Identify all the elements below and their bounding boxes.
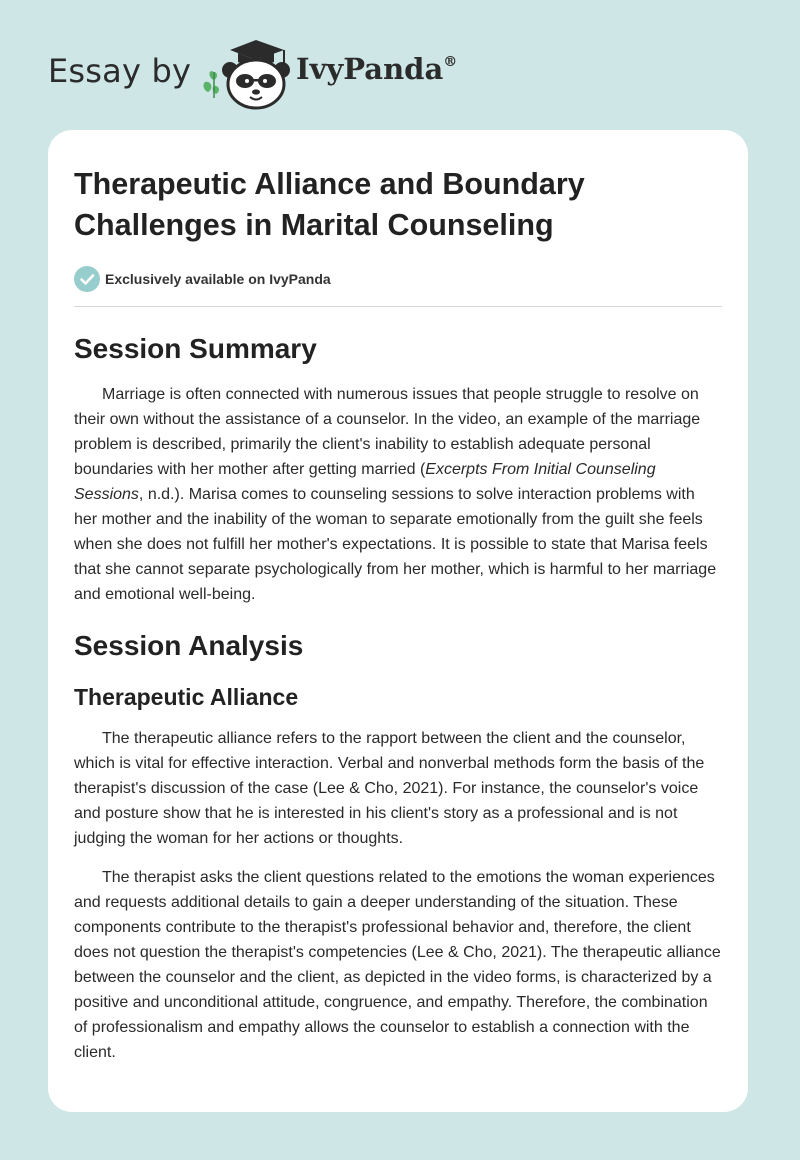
exclusive-badge bbox=[74, 266, 722, 292]
alliance-paragraph-2: The therapist asks the client questions related to the emotions the woman experiences and requests additional details to gain a deeper understanding of the situation. These components contribute to the therapist's professional behavior and, therefore, the client does not question the therapist's competencies (Lee & Cho, 2021). The therapeutic alliance between the counselor and the client, as depicted in the video forms, is characterized by a positive and unconditional attitude, congruence, and empathy. Therefore, the combination of professionalism and empathy allows the counselor to establish a connection with the client. bbox=[74, 869, 721, 1061]
check-circle-icon bbox=[74, 266, 100, 292]
alliance-paragraph-1: The therapeutic alliance refers to the rapport between the client and the counselor, which is vital for effective interaction. Verbal and nonverbal methods form the basis of the therapist's discussion of the case (Lee & Cho, 2021). For instance, the counselor's voice and posture show that he is interested in his client's story as a professional and is not judging the woman for her actions or thoughts. bbox=[74, 730, 705, 847]
panda-logo-icon[interactable] bbox=[200, 32, 296, 112]
badge-text: Exclusively available on IvyPanda bbox=[105, 271, 331, 287]
divider bbox=[74, 306, 722, 307]
brand-text: IvyPanda bbox=[296, 52, 444, 86]
essay-content bbox=[74, 164, 722, 1065]
subheading-therapeutic-alliance: Therapeutic Alliance bbox=[74, 684, 299, 710]
essay-by-label: Essay by bbox=[48, 52, 192, 90]
brand-name[interactable] bbox=[296, 52, 457, 86]
summary-text-end: , n.d.). Marisa comes to counseling sessions to solve interaction problems with her mother and the inability of the woman to separate emotionally from the guilt she feels when she does not fulfill her mother's expectations. It is possible to state that Marisa feels that she cannot separate psychologically from her mother, which is harmful to her marriage and emotional well-being. bbox=[74, 486, 717, 603]
essay-card bbox=[48, 130, 748, 1112]
section-heading-summary: Session Summary bbox=[74, 333, 317, 364]
ivy-leaf-icon bbox=[204, 71, 220, 98]
summary-paragraph bbox=[74, 382, 722, 607]
section-heading-analysis: Session Analysis bbox=[74, 630, 304, 661]
summary-text-start: Marriage is often connected with numerous issues that people struggle to resolve on their own without the assistance of a counselor. In the video, an example of the marriage problem is described, primarily the client's inability to establish adequate personal boundaries with her mother after getting married ( bbox=[74, 386, 701, 478]
registered-mark: ® bbox=[443, 54, 458, 70]
site-header bbox=[48, 30, 752, 110]
essay-title: Therapeutic Alliance and Boundary Challenges in Marital Counseling bbox=[74, 167, 585, 242]
source-title: Excerpts From Initial Counseling Sessions bbox=[74, 461, 656, 503]
